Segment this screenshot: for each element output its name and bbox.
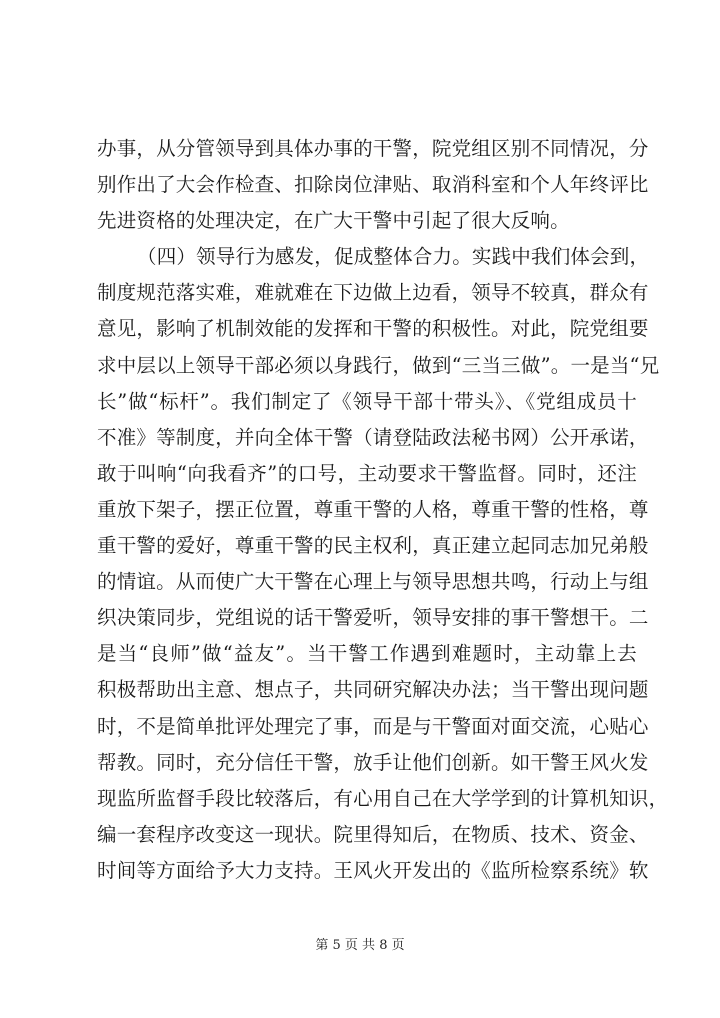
text-line: 意见，影响了机制效能的发挥和干警的积极性。对此，院党组要 bbox=[97, 317, 649, 341]
text-line: 制度规范落实难，难就难在下边做上边看，领导不较真，群众有 bbox=[97, 281, 649, 305]
text-line: 长”做“标杆”。我们制定了《领导干部十带头》、《党组成员十 bbox=[97, 389, 637, 413]
text-line: 别作出了大会作检查、扣除岗位津贴、取消科室和个人年终评比 bbox=[97, 173, 649, 197]
text-line: 的情谊。从而使广大干警在心理上与领导思想共鸣，行动上与组 bbox=[97, 570, 649, 594]
text-line: 先进资格的处理决定，在广大干警中引起了很大反响。 bbox=[97, 209, 570, 233]
text-line: 积极帮助出主意、想点子，共同研究解决办法；当干警出现问题 bbox=[97, 678, 649, 702]
text-line: 时间等方面给予大力支持。王风火开发出的《监所检察系统》软 bbox=[97, 858, 649, 882]
text-line: 不准》等制度，并向全体干警（请登陆政法秘书网）公开承诺， bbox=[97, 425, 649, 449]
text-line: 帮教。同时，充分信任干警，放手让他们创新。如干警王风火发 bbox=[97, 750, 649, 774]
text-line: 重干警的爱好，尊重干警的民主权利，真正建立起同志加兄弟般 bbox=[97, 534, 649, 558]
text-line: 求中层以上领导干部必须以身践行，做到“三当三做”。一是当“兄 bbox=[97, 353, 660, 377]
text-line: 是当“良师”做“益友”。当干警工作遇到难题时，主动靠上去 bbox=[97, 642, 637, 666]
text-line: 敢于叫响“向我看齐”的口号，主动要求干警监督。同时，还注 bbox=[97, 461, 637, 485]
text-line: 时，不是简单批评处理完了事，而是与干警面对面交流，心贴心 bbox=[97, 714, 649, 738]
page-footer: 第 5 页 共 8 页 bbox=[315, 938, 405, 953]
paragraph-heading-line: （四）领导行为感发，促成整体合力。实践中我们体会到， bbox=[137, 245, 650, 269]
text-line: 织决策同步，党组说的话干警爱听，领导安排的事干警想干。二 bbox=[97, 606, 649, 630]
text-line: 现监所监督手段比较落后，有心用自己在大学学到的计算机知识， bbox=[97, 786, 669, 810]
text-line: 重放下架子，摆正位置，尊重干警的人格，尊重干警的性格，尊 bbox=[97, 497, 649, 521]
text-line: 办事，从分管领导到具体办事的干警，院党组区别不同情况，分 bbox=[97, 137, 649, 160]
text-line: 编一套程序改变这一现状。院里得知后，在物质、技术、资金、 bbox=[97, 822, 649, 846]
body-text bbox=[97, 131, 669, 889]
